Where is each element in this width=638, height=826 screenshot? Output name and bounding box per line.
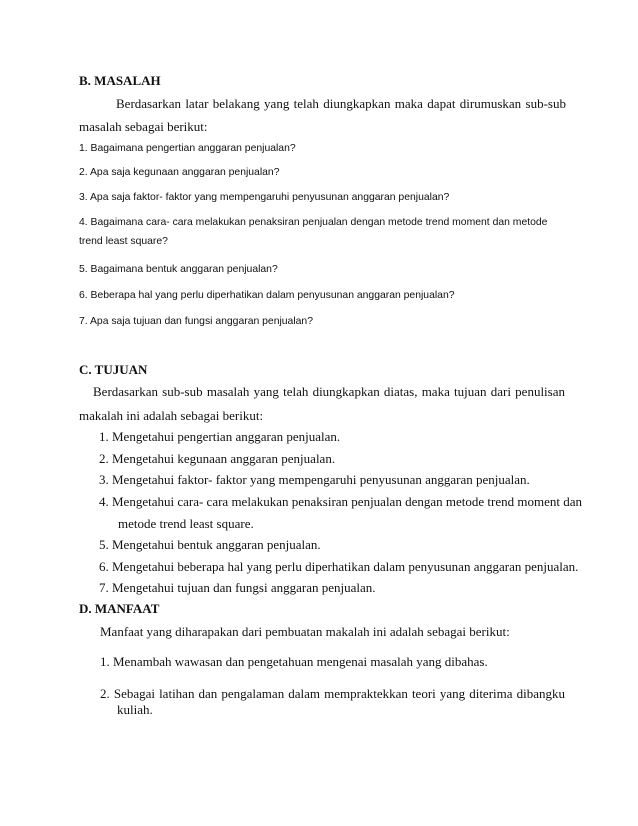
masalah-item-2: 2. Apa saja kegunaan anggaran penjualan?: [79, 167, 280, 178]
masalah-item-4-cont: trend least square?: [79, 236, 168, 247]
masalah-item-5: 5. Bagaimana bentuk anggaran penjualan?: [79, 264, 278, 275]
tujuan-item-4: 4. Mengetahui cara- cara melakukan penaksiran penjualan dengan metode trend moment dan: [99, 494, 582, 509]
masalah-item-7: 7. Apa saja tujuan dan fungsi anggaran penjualan?: [79, 316, 313, 327]
tujuan-item-3: 3. Mengetahui faktor- faktor yang mempengaruhi penyusunan anggaran penjualan.: [99, 472, 530, 487]
tujuan-intro-line2: makalah ini adalah sebagai berikut:: [79, 408, 264, 423]
tujuan-item-7: 7. Mengetahui tujuan dan fungsi anggaran penjualan.: [99, 580, 376, 595]
masalah-item-1: 1. Bagaimana pengertian anggaran penjualan?: [79, 143, 296, 154]
section-heading-masalah: B. MASALAH: [79, 73, 161, 88]
masalah-intro-line2: masalah sebagai berikut:: [79, 119, 208, 134]
masalah-item-3: 3. Apa saja faktor- faktor yang mempengaruhi penyusunan anggaran penjualan?: [79, 192, 450, 203]
masalah-item-4: 4. Bagaimana cara- cara melakukan penaksiran penjualan dengan metode trend moment dan metode: [79, 217, 548, 228]
tujuan-item-2: 2. Mengetahui kegunaan anggaran penjualan.: [99, 451, 336, 466]
manfaat-item-1: 1. Menambah wawasan dan pengetahuan mengenai masalah yang dibahas.: [100, 654, 488, 669]
section-heading-manfaat: D. MANFAAT: [79, 601, 160, 616]
masalah-item-6: 6. Beberapa hal yang perlu diperhatikan dalam penyusunan anggaran penjualan?: [79, 290, 455, 301]
section-heading-tujuan: C. TUJUAN: [79, 362, 148, 377]
masalah-intro-line1: Berdasarkan latar belakang yang telah diungkapkan maka dapat dirumuskan sub-sub: [116, 96, 566, 111]
tujuan-item-6: 6. Mengetahui beberapa hal yang perlu diperhatikan dalam penyusunan anggaran penjualan.: [99, 559, 579, 574]
tujuan-item-4-cont: metode trend least square.: [118, 516, 254, 531]
tujuan-item-1: 1. Mengetahui pengertian anggaran penjualan.: [99, 429, 341, 444]
tujuan-intro-line1: Berdasarkan sub-sub masalah yang telah diungkapkan diatas, maka tujuan dari penulisan: [93, 384, 565, 399]
manfaat-intro: Manfaat yang diharapakan dari pembuatan makalah ini adalah sebagai berikut:: [100, 624, 510, 639]
tujuan-item-5: 5. Mengetahui bentuk anggaran penjualan.: [99, 537, 321, 552]
manfaat-item-2-cont: kuliah.: [117, 702, 153, 717]
manfaat-item-2: 2. Sebagai latihan dan pengalaman dalam mempraktekkan teori yang diterima dibangku: [100, 686, 565, 701]
